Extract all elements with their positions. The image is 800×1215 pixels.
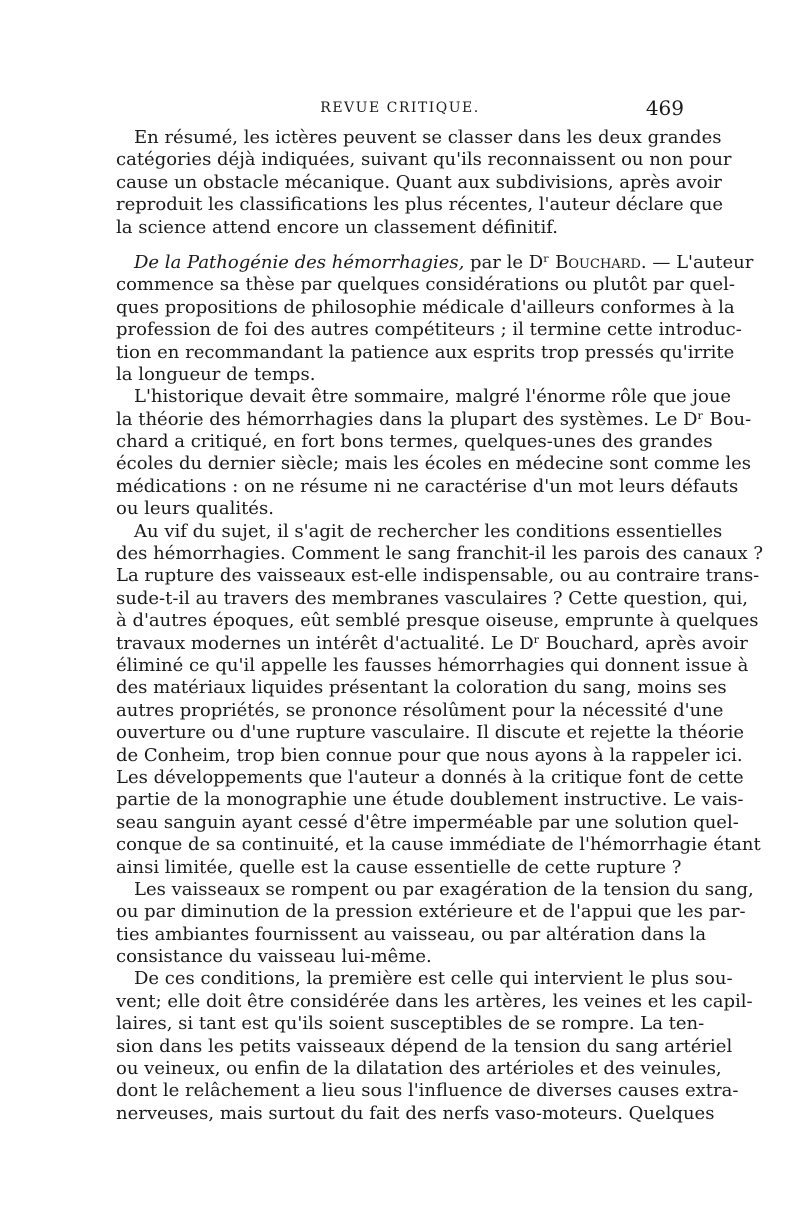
text-line: Les développements que l'auteur a donnés à la critique font de cette bbox=[116, 766, 744, 788]
paragraph-vaisseaux bbox=[116, 878, 754, 969]
text-line: tion en recommandant la patience aux esprits trop pressés qu'irrite bbox=[116, 341, 735, 363]
text-line: chard a critiqué, en fort bons termes, quelques-unes des grandes bbox=[116, 431, 713, 453]
paragraph-summary bbox=[116, 127, 732, 239]
text-line: ques propositions de philosophie médicale d'ailleurs conformes à la bbox=[116, 296, 735, 318]
text-line: médications : on ne résume ni ne caractérise d'un mot leurs défauts bbox=[116, 475, 739, 497]
text-line: consistance du vaisseau lui-même. bbox=[116, 946, 432, 968]
text-line: laires, si tant est qu'ils soient susceptibles de se rompre. La ten- bbox=[116, 1013, 705, 1035]
text-line: seau sanguin ayant cessé d'être imperméable par une solution quel- bbox=[116, 811, 739, 833]
text-line: à d'autres époques, eût semblé presque oiseuse, emprunte à quelques bbox=[116, 610, 759, 632]
text-line: la théorie des hémorrhagies dans la plupart des systèmes. Le Dʳ Bou- bbox=[116, 408, 752, 430]
text-line: écoles du dernier siècle; mais les écoles en médecine sont comme les bbox=[116, 453, 751, 475]
text-line: travaux modernes un intérêt d'actualité. Le Dʳ Bouchard, après avoir bbox=[116, 632, 748, 654]
text-line: Les vaisseaux se rompent ou par exagération de la tension du sang, bbox=[134, 878, 754, 900]
text-line: De ces conditions, la première est celle qui intervient le plus sou- bbox=[134, 968, 733, 990]
text-line: de Conheim, trop bien connue pour que nous ayons à la rappeler ici. bbox=[116, 744, 743, 766]
text-line: la longueur de temps. bbox=[116, 363, 316, 385]
text-line: cause un obstacle mécanique. Quant aux subdivisions, après avoir bbox=[116, 171, 722, 193]
section-by: par le Dʳ bbox=[464, 251, 556, 273]
running-head: REVUE CRITIQUE. bbox=[320, 100, 480, 116]
section-title: De la Pathogénie des hémorrhagies, bbox=[134, 251, 465, 273]
paragraph-sujet bbox=[116, 520, 764, 879]
text-line: sude-t-il au travers des membranes vasculaires ? Cette question, qui, bbox=[116, 587, 748, 609]
text-line: la science attend encore un classement définitif. bbox=[116, 216, 558, 238]
paragraph-pathogenie bbox=[116, 251, 754, 386]
paragraph-historique bbox=[116, 386, 752, 520]
text-line: commence sa thèse par quelques considérations ou plutôt par quel- bbox=[116, 274, 735, 296]
text-line: conque de sa continuité, et la cause immédiate de l'hémorrhagie étant bbox=[116, 834, 761, 856]
text-line: L'historique devait être sommaire, malgré l'énorme rôle que joue bbox=[134, 386, 732, 408]
text-line: des hémorrhagies. Comment le sang franchit-il les parois des canaux ? bbox=[116, 543, 764, 565]
body-text bbox=[116, 127, 764, 1125]
paragraph-conditions bbox=[116, 968, 753, 1125]
text-line: nerveuses, mais surtout du fait des nerfs vaso-moteurs. Quelques bbox=[116, 1102, 715, 1124]
text-line: ou veineux, ou enfin de la dilatation des artérioles et des veinules, bbox=[116, 1058, 722, 1080]
text-line: ainsi limitée, quelle est la cause essentielle de cette rupture ? bbox=[116, 856, 682, 878]
text-line: dont le relâchement a lieu sous l'influence de diverses causes extra- bbox=[116, 1080, 739, 1102]
text-line: catégories déjà indiquées, suivant qu'ils reconnaissent ou non pour bbox=[116, 149, 732, 171]
text-line: éliminé ce qu'il appelle les fausses hémorrhagies qui donnent issue à bbox=[116, 654, 749, 676]
text-line: autres propriétés, se prononce résolûment pour la nécessité d'une bbox=[116, 699, 724, 721]
text-line: sion dans les petits vaisseaux dépend de la tension du sang artériel bbox=[116, 1035, 733, 1057]
text-line: En résumé, les ictères peuvent se classer dans les deux grandes bbox=[134, 127, 722, 148]
section-heading-line bbox=[116, 251, 754, 274]
text-line: La rupture des vaisseaux est-elle indispensable, ou au contraire trans- bbox=[116, 565, 760, 587]
text-line: ouverture ou d'une rupture vasculaire. Il discute et rejette la théorie bbox=[116, 722, 744, 744]
text-line: reproduit les classifications les plus récentes, l'auteur déclare que bbox=[116, 194, 724, 216]
text-line: ou par diminution de la pression extérieure et de l'appui que les par- bbox=[116, 901, 746, 923]
page-header bbox=[116, 96, 684, 120]
section-gap bbox=[116, 239, 684, 252]
text-line: Au vif du sujet, il s'agit de rechercher les conditions essentielles bbox=[134, 520, 723, 542]
text-line: partie de la monographie une étude doublement instructive. Le vais- bbox=[116, 789, 744, 811]
section-author: Bouchard. bbox=[555, 251, 647, 273]
section-lead: — L'auteur bbox=[646, 251, 754, 273]
text-line: ties ambiantes fournissent au vaisseau, ou par altération dans la bbox=[116, 923, 707, 945]
text-line: profession de foi des autres compétiteurs ; il termine cette introduc- bbox=[116, 319, 742, 341]
page-number: 469 bbox=[645, 96, 684, 120]
text-line: vent; elle doit être considérée dans les artères, les veines et les capil- bbox=[116, 990, 753, 1012]
text-line: ou leurs qualités. bbox=[116, 498, 274, 520]
text-line: des matériaux liquides présentant la coloration du sang, moins ses bbox=[116, 677, 727, 699]
